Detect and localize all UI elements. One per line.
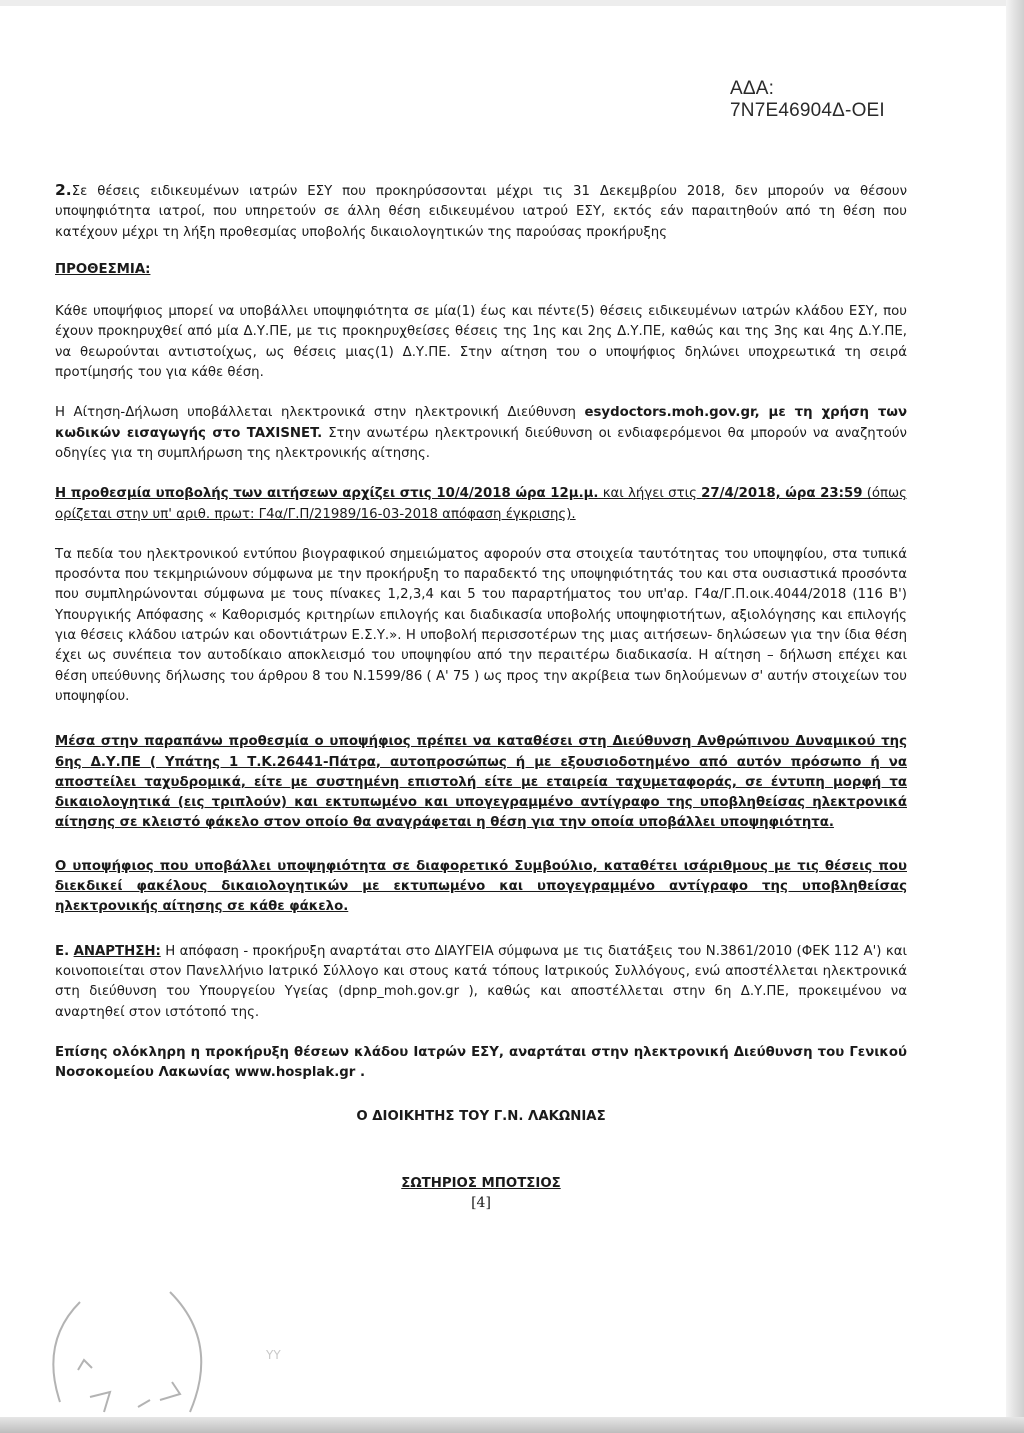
ada-code: ΑΔΑ: 7Ν7Ε46904Δ-ΟΕΙ bbox=[730, 78, 885, 121]
closing-statement: Επίσης ολόκληρη η προκήρυξη θέσεων κλάδου Ιατρών ΕΣΥ, αναρτάται στην ηλεκτρονική Διεύθυνση του Γενικού Νοσοκομείου Λακωνίας www.hosplak.gr . bbox=[55, 1044, 907, 1081]
section-2 bbox=[55, 180, 907, 243]
signature-title: Ο ΔΙΟΙΚΗΤΗΣ ΤΟΥ Γ.Ν. ΛΑΚΩΝΙΑΣ bbox=[356, 1109, 606, 1125]
multiple-council-note: Ο υποψήφιος που υποβάλλει υποψηφιότητα σε διαφορετικό Συμβούλιο, καταθέτει ισάριθμους με τις θέσεις που διεκδικεί φακέλους δικαιολογητικών με εκτυπωμένο και υπογεγραμμένο αντίγραφο της υποβληθείσας ηλεκτρονικής αίτησης σε κάθε φάκελο. bbox=[55, 858, 907, 915]
document-body bbox=[55, 180, 907, 1211]
anartisi-text: Η απόφαση - προκήρυξη αναρτάται στο ΔΙΑΥΓΕΙΑ σύμφωνα με τις διατάξεις του Ν.3861/2010 (ΦΕΚ 112 Α') και κοινοποιείται στον Πανελλήνιο Ιατρικό Σύλλογο και στους κατά τόπους Ιατρικούς Συλλόγους, ενώ αποστέλλεται ηλεκτρονικά στη διεύθυνση του Υπουργείου Υγείας (dpnp_moh.gov.gr ), καθώς και αποστέλλεται στην 6η Δ.Υ.ΠΕ, προκειμένου να αναρτηθεί στον ιστότοπό της. bbox=[55, 943, 907, 1020]
section-2-text: Σε θέσεις ειδικευμένων ιατρών ΕΣΥ που προκηρύσσονται μέχρι τις 31 Δεκεμβρίου 2018, δεν μπορούν να θέσουν υποψηφιότητα ιατροί, που υπηρετούν σε άλλη θέση ειδικευμένου ιατρού ΕΣΥ, εκτός εάν παραιτηθούν από τη θέση που κατέχουν μέχρι τη λήξη προθεσμίας υποβολής δικαιολογητικών της παρούσας προκήρυξης bbox=[55, 184, 907, 240]
deadline-paragraph bbox=[55, 484, 907, 525]
scan-edge-top bbox=[0, 0, 1024, 6]
faint-mark: ΥΥ bbox=[266, 1348, 281, 1362]
prothesmia-paragraph-2 bbox=[55, 403, 907, 464]
scan-edge-right bbox=[1006, 0, 1024, 1433]
anartisi-label: ΑΝΑΡΤΗΣΗ: bbox=[73, 943, 161, 959]
deadline-connector: και λήγει στις bbox=[598, 486, 702, 502]
deadline-approval: (όπως ορίζεται στην υπ' αριθ. πρωτ: Γ4α/Γ.Π/21989/16-03-2018 απόφαση έγκρισης). bbox=[55, 486, 907, 522]
page-number: [4] bbox=[471, 1195, 491, 1212]
p2-website: esydoctors.moh.gov.gr, με τη χρήση των κωδικών εισαγωγής στο TAXISNET. bbox=[55, 405, 907, 441]
prothesmia-paragraph-4: Τα πεδία του ηλεκτρονικού εντύπου βιογραφικού σημειώματος αφορούν στα στοιχεία ταυτότητας του υποψηφίου, στα τυπικά προσόντα που τεκμηριώνουν σύμφωνα με την προκήρυξη το παραδεκτό της υποψηφιότητάς του και στα ουσιαστικά προσόντα που συμπληρώνονται σύμφωνα με τους πίνακες 1,2,3,4 και 5 του παραρτήματος του υπ'αρ. Γ4α/Γ.Π.οικ.4044/2018 (116 Β') Υπουργικής Απόφασης « Καθορισμός κριτηρίων επιλογής και διαδικασία υποβολής υποψηφιοτήτων, αξιολόγησης και επιλογής για θέσεις κλάδου ιατρών και οδοντιάτρων Ε.Σ.Υ.». Η υποβολή περισσοτέρων της μιας αιτήσεων- δηλώσεων για την ίδια θέση έχει ως συνέπεια τον αυτοδίκαιο αποκλεισμό του υποψηφίου από την περαιτέρω διαδικασία. Η αίτηση – δήλωση επέχει και θέση υπεύθυνης δήλωσης του άρθρου 8 του Ν.1599/86 ( Α' 75 ) ως προς την ακρίβεια των δηλούμενων σ' αυτήν στοιχείων του υποψηφίου. bbox=[55, 546, 907, 704]
anartisi-paragraph bbox=[55, 942, 907, 1023]
submission-instructions: Μέσα στην παραπάνω προθεσμία ο υποψήφιος πρέπει να καταθέσει στη Διεύθυνση Ανθρώπινου Δυναμικού της 6ης Δ.Υ.ΠΕ ( Υπάτης 1 Τ.Κ.26441-Πάτρα, αυτοπροσώπως ή με εξουσιοδοτημένο από αυτόν πρόσωπο ή να αποστείλει ταχυδρομικά, είτε με συστημένη επιστολή είτε με εταιρεία ταχυμεταφοράς, σε έντυπη μορφή τα δικαιολογητικά (εις τριπλούν) και εκτυπωμένο και υπογεγραμμένο αντίγραφο της υποβληθείσας ηλεκτρονικά αίτησης σε κλειστό φάκελο στον οποίο θα αναγράφεται η θέση για την οποία υποβάλλει υποψηφιότητα. bbox=[55, 734, 907, 831]
deadline-start: Η προθεσμία υποβολής των αιτήσεων αρχίζει στις 10/4/2018 ώρα 12μ.μ. bbox=[55, 486, 599, 502]
p2-rest: Στην ανωτέρω ηλεκτρονική διεύθυνση οι ενδιαφερόμενοι θα μπορούν να αναζητούν οδηγίες για τη συμπλήρωση της ηλεκτρονικής αίτησης. bbox=[55, 425, 907, 461]
section-2-number: 2. bbox=[55, 181, 72, 199]
anartisi-letter: Ε. bbox=[55, 943, 70, 959]
prothesmia-paragraph-1: Κάθε υποψήφιος μπορεί να υποβάλλει υποψηφιότητα σε μία(1) έως και πέντε(5) θέσεις ειδικευμένων ιατρών κλάδου ΕΣΥ, που έχουν προκηρυχθεί από μία Δ.Υ.ΠΕ, με τις προκηρυχθείσες θέσεις της 1ης και 2ης Δ.Υ.ΠΕ, καθώς και της 3ης και 4ης Δ.Υ.ΠΕ, να θεωρούνται αντιστοίχως, ως θέσεις μιας(1) Δ.Υ.ΠΕ. Στην αίτηση του ο υποψήφιος δηλώνει υποχρεωτικά τη σειρά προτίμησής του για κάθε θέση. bbox=[55, 304, 907, 381]
stamp-seal-icon bbox=[20, 1272, 230, 1432]
p2-intro: Η Αίτηση-Δήλωση υποβάλλεται ηλεκτρονικά στην ηλεκτρονική Διεύθυνση bbox=[55, 405, 585, 421]
deadline-end: 27/4/2018, ώρα 23:59 bbox=[701, 486, 863, 502]
prothesmia-heading: ΠΡΟΘΕΣΜΙΑ: bbox=[55, 261, 151, 277]
signature-name: ΣΩΤΗΡΙΟΣ ΜΠΟΤΣΙΟΣ bbox=[401, 1176, 561, 1192]
